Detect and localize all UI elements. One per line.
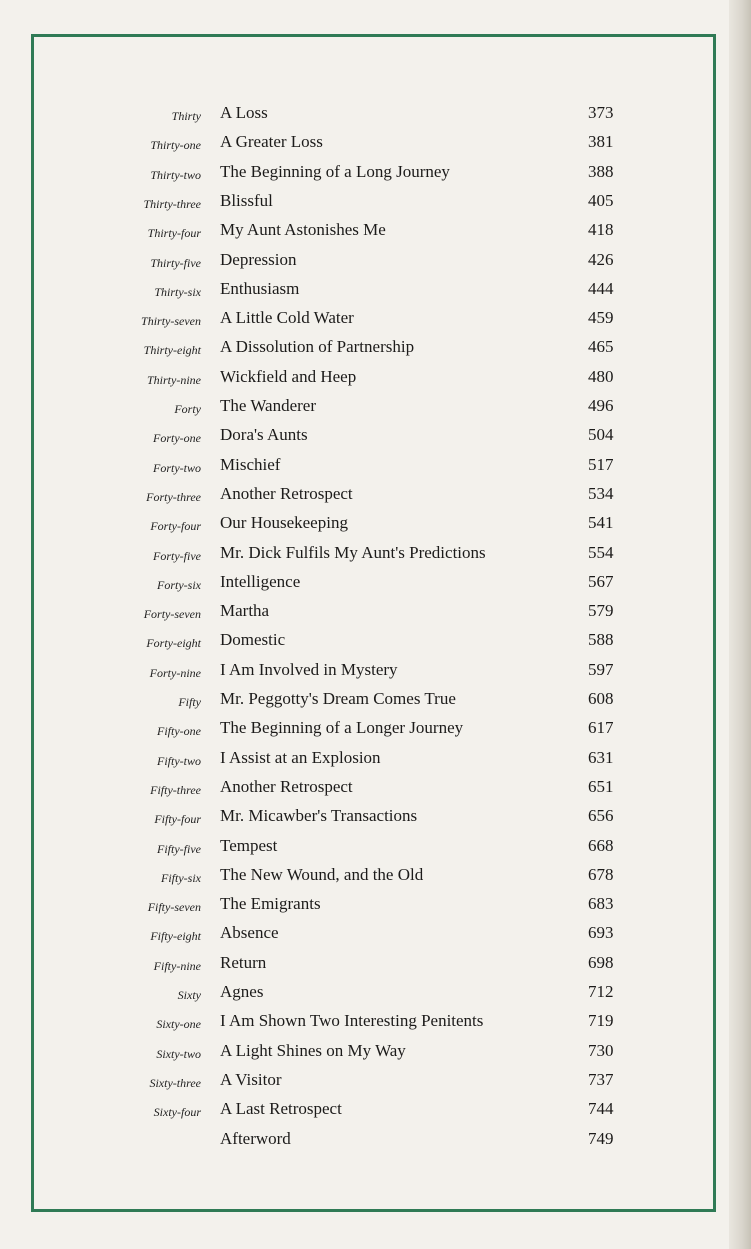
page-number: 693: [588, 923, 614, 943]
page-number: 608: [588, 689, 614, 708]
chapter-title: Another Retrospect: [220, 483, 353, 503]
chapter-number: Thirty-nine: [147, 372, 201, 387]
chapter-title: Mr. Micawber's Transactions: [220, 806, 418, 826]
chapter-number: Forty-seven: [143, 607, 201, 622]
toc-entry: [0, 513, 751, 542]
chapter-number: Forty: [174, 402, 201, 416]
chapter-title: A Loss: [220, 103, 268, 122]
chapter-title: Return: [220, 952, 267, 972]
chapter-title: Afterword: [220, 1128, 291, 1148]
page-number: 749: [588, 1128, 614, 1148]
chapter-number: Thirty-seven: [141, 314, 201, 329]
chapter-number: Forty-six: [157, 577, 201, 592]
chapter-title: Martha: [220, 601, 270, 621]
chapter-title: Depression: [220, 249, 297, 269]
chapter-title: A Light Shines on My Way: [220, 1040, 406, 1060]
toc-entry: [0, 367, 751, 396]
page-number: 480: [588, 366, 614, 386]
chapter-number: Thirty-six: [154, 284, 201, 299]
page-number: 426: [588, 249, 614, 269]
toc-entry: [0, 308, 751, 337]
chapter-number: Thirty-two: [150, 167, 201, 182]
chapter-title: A Greater Loss: [220, 132, 323, 152]
toc-entry: [0, 1011, 751, 1040]
chapter-number: Forty-eight: [146, 636, 201, 651]
chapter-number: Fifty-one: [157, 724, 201, 739]
chapter-title: Blissful: [220, 190, 273, 210]
toc-entry: [0, 162, 751, 191]
page-number: 405: [588, 190, 614, 210]
chapter-number: Fifty: [178, 695, 201, 709]
chapter-title: Mr. Dick Fulfils My Aunt's Predictions: [220, 542, 486, 562]
chapter-title: Enthusiasm: [220, 278, 300, 298]
toc-entry: [0, 806, 751, 835]
chapter-title: The Beginning of a Long Journey: [220, 161, 450, 181]
toc-entry: [0, 718, 751, 747]
chapter-title: Mischief: [220, 454, 281, 474]
toc-entry: [0, 396, 751, 425]
toc-entry: [0, 1070, 751, 1099]
toc-entry: [0, 982, 751, 1011]
toc-entry: [0, 630, 751, 659]
chapter-number: Sixty-four: [153, 1105, 201, 1120]
chapter-title: Dora's Aunts: [220, 425, 308, 445]
page-number: 668: [588, 835, 614, 855]
chapter-title: Domestic: [220, 630, 286, 650]
chapter-title: My Aunt Astonishes Me: [220, 220, 386, 240]
chapter-title: The Beginning of a Longer Journey: [220, 718, 464, 738]
chapter-title: Another Retrospect: [220, 776, 353, 796]
chapter-number: Fifty-seven: [147, 900, 201, 915]
chapter-number: Fifty-six: [161, 870, 201, 885]
toc-entry: [0, 220, 751, 249]
chapter-number: Forty-five: [153, 548, 201, 563]
toc-entry: [0, 865, 751, 894]
page-number: 719: [588, 1011, 614, 1031]
chapter-number: Thirty: [171, 109, 201, 123]
page-number: 381: [588, 132, 614, 152]
chapter-title: The Wanderer: [220, 396, 317, 415]
toc-entry: [0, 484, 751, 513]
toc-entry: [0, 132, 751, 161]
page-number: 656: [588, 806, 614, 826]
page-number: 388: [588, 161, 614, 181]
chapter-title: Mr. Peggotty's Dream Comes True: [220, 689, 456, 708]
chapter-number: Forty-four: [150, 519, 201, 534]
toc-entry: [0, 923, 751, 952]
chapter-title: Our Housekeeping: [220, 513, 348, 533]
page-number: 730: [588, 1040, 614, 1060]
toc-entry: [0, 894, 751, 923]
toc-entry: [0, 689, 751, 718]
chapter-title: I Assist at an Explosion: [220, 747, 381, 767]
toc-entry: [0, 601, 751, 630]
page-number: 597: [588, 659, 614, 679]
page-number: 588: [588, 630, 614, 650]
toc-entry: [0, 1129, 751, 1158]
page-number: 631: [588, 747, 614, 767]
toc-entry: [0, 953, 751, 982]
toc-entry: [0, 250, 751, 279]
toc-entry: [0, 836, 751, 865]
chapter-number: Forty-two: [153, 460, 201, 475]
toc-entry: [0, 455, 751, 484]
page-number: 617: [588, 718, 614, 738]
page-number: 737: [588, 1069, 614, 1089]
page-number: 418: [588, 220, 614, 240]
chapter-title: Absence: [220, 923, 279, 943]
chapter-number: Fifty-eight: [150, 929, 201, 944]
chapter-number: Thirty-three: [143, 196, 201, 211]
page-number: 579: [588, 601, 614, 621]
page-number: 517: [588, 454, 614, 474]
page-number: 541: [588, 513, 614, 533]
chapter-number: Thirty-five: [150, 255, 201, 270]
chapter-number: Forty-one: [153, 431, 201, 446]
toc-entry: [0, 572, 751, 601]
page-number: 373: [588, 103, 614, 122]
page-number: 444: [588, 278, 614, 298]
chapter-number: Fifty-three: [150, 782, 201, 797]
toc-entry: [0, 543, 751, 572]
chapter-number: Forty-three: [146, 489, 201, 504]
chapter-title: I Am Shown Two Interesting Penitents: [220, 1011, 484, 1031]
page-number: 744: [588, 1099, 614, 1119]
toc-entry: [0, 660, 751, 689]
toc-entry: [0, 748, 751, 777]
chapter-title: I Am Involved in Mystery: [220, 659, 398, 679]
chapter-title: A Little Cold Water: [220, 308, 354, 328]
page-number: 554: [588, 542, 614, 562]
page-number: 504: [588, 425, 614, 445]
chapter-number: Thirty-eight: [143, 343, 201, 358]
page-number: 712: [588, 982, 614, 1001]
chapter-number: Forty-nine: [149, 665, 201, 680]
toc-entry: [0, 191, 751, 220]
chapter-title: Wickfield and Heep: [220, 366, 357, 386]
chapter-title: A Visitor: [220, 1069, 282, 1089]
chapter-title: Intelligence: [220, 571, 301, 591]
chapter-title: A Dissolution of Partnership: [220, 337, 415, 357]
chapter-number: Fifty-two: [157, 753, 201, 768]
chapter-number: Fifty-five: [157, 841, 201, 856]
chapter-number: Thirty-four: [147, 226, 201, 241]
chapter-title: Tempest: [220, 835, 278, 855]
page-number: 534: [588, 483, 614, 503]
chapter-title: The Emigrants: [220, 894, 321, 914]
page-number: 678: [588, 864, 614, 884]
toc-entry: [0, 777, 751, 806]
chapter-title: A Last Retrospect: [220, 1099, 342, 1119]
page-number: 567: [588, 571, 614, 591]
chapter-number: Sixty-one: [156, 1017, 201, 1032]
toc-entry: [0, 425, 751, 454]
toc-entry: [0, 337, 751, 366]
page-number: 459: [588, 308, 614, 328]
page-number: 698: [588, 952, 614, 972]
chapter-number: Fifty-nine: [153, 958, 201, 973]
chapter-number: Thirty-one: [150, 138, 201, 153]
toc-entry: [0, 1041, 751, 1070]
page-number: 496: [588, 396, 614, 415]
toc-entry: [0, 1099, 751, 1128]
chapter-number: Fifty-four: [154, 812, 201, 827]
page-number: 465: [588, 337, 614, 357]
chapter-number: Sixty: [177, 988, 201, 1002]
toc-entry: [0, 103, 751, 132]
chapter-number: Sixty-three: [149, 1075, 201, 1090]
page-number: 683: [588, 894, 614, 914]
chapter-title: The New Wound, and the Old: [220, 864, 424, 884]
chapter-title: Agnes: [220, 982, 264, 1001]
page-number: 651: [588, 776, 614, 796]
chapter-number: Sixty-two: [156, 1046, 201, 1061]
toc-entry: [0, 279, 751, 308]
